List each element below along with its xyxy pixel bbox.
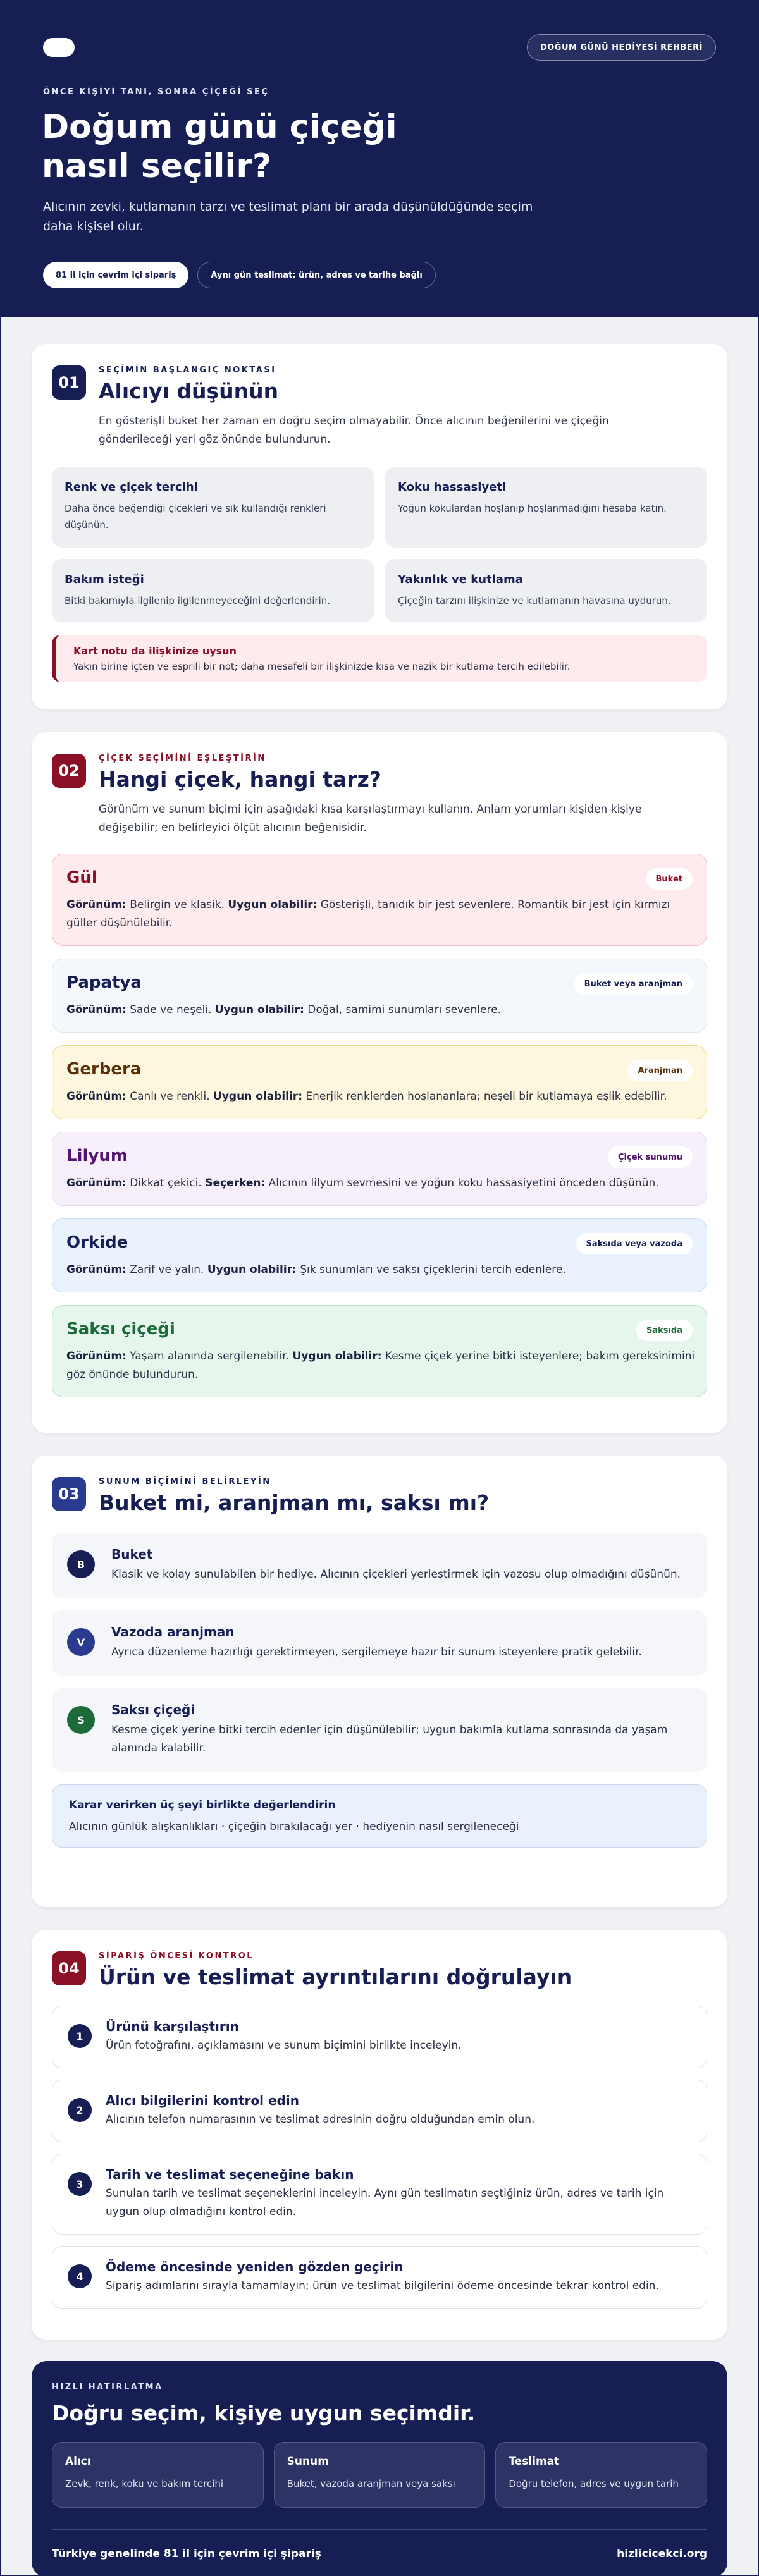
step-number: 2	[68, 2098, 92, 2122]
tile-title: Renk ve çiçek tercihi	[65, 481, 198, 494]
step-item	[52, 2154, 707, 2235]
note-text: Yakın birine içten ve esprili bir not; daha mesafeli bir ilişkinizde kısa ve nazik bir kutlama tercih edilebilir.	[73, 661, 571, 672]
section-number: 02	[52, 754, 86, 788]
guide-button[interactable]: DOĞUM GÜNÜ HEDİYESİ REHBERİ	[527, 34, 716, 61]
section-title: Ürün ve teslimat ayrıntılarını doğrulayın	[99, 1965, 572, 1989]
tile-text: Yoğun kokulardan hoşlanıp hoşlanmadığını hesaba katın.	[398, 503, 667, 514]
flower-card-rose	[52, 854, 707, 946]
flower-name: Lilyum	[66, 1146, 128, 1165]
step-title: Ödeme öncesinde yeniden gözden geçirin	[106, 2259, 404, 2274]
section-title: Alıcıyı düşünün	[99, 379, 279, 403]
section-eyebrow: SİPARİŞ ÖNCESİ KONTROL	[99, 1951, 254, 1961]
flower-card-daisy	[52, 959, 707, 1033]
step-text: Sunulan tarih ve teslimat seçeneklerini inceleyin. Aynı gün teslimatın seçtiğiniz ürün, adres ve tarih için uygun olup olmadığını kontrol edin.	[106, 2187, 664, 2218]
step-text: Ürün fotoğrafını, açıklamasını ve sunum biçimini birlikte inceleyin.	[106, 2039, 462, 2052]
summary-grid	[52, 2442, 707, 2508]
card-note	[52, 635, 707, 682]
flower-card-potted	[52, 1305, 707, 1397]
flower-tag: Saksıda veya vazoda	[576, 1233, 693, 1254]
section-number: 03	[52, 1477, 86, 1511]
flower-card-lily	[52, 1132, 707, 1206]
flower-text: Görünüm: Zarif ve yalın. Uygun olabilir: Şık sunumları ve saksı çiçeklerini tercih edenlere.	[66, 1263, 566, 1276]
flower-text: Görünüm: Dikkat çekici. Seçerken: Alıcının lilyum sevmesini ve yoğun koku hassasiyetini önceden düşünün.	[66, 1177, 659, 1189]
flower-tag: Buket	[646, 868, 693, 890]
page-title: Doğum günü çiçeği nasıl seçilir?	[42, 108, 397, 185]
section-number: 04	[52, 1951, 86, 1985]
footer-site-link[interactable]: hizlicicekci.org	[617, 2548, 707, 2560]
step-title: Ürünü karşılaştırın	[106, 2019, 239, 2034]
tile-title: Yakınlık ve kutlama	[398, 573, 523, 586]
hero-eyebrow: ÖNCE KİŞİYİ TANI, SONRA ÇİÇEĞİ SEÇ	[43, 87, 269, 97]
same-day-badge: Aynı gün teslimat: ürün, adres ve tarihe bağlı	[197, 262, 435, 288]
tile-text: Bitki bakımıyla ilgilenip ilgilenmeyeceğini değerlendirin.	[65, 595, 331, 606]
step-item	[52, 2080, 707, 2142]
option-title: Vazoda aranjman	[111, 1624, 235, 1640]
option-title: Buket	[111, 1547, 153, 1562]
section-description: Görünüm ve sunum biçimi için aşağıdaki kısa karşılaştırmayı kullanın. Anlam yorumları kişiden kişiye değişebilir; en belirleyici ölçüt alıcının beğenisidir.	[99, 803, 642, 834]
section-recipient	[32, 344, 727, 709]
flower-tag: Çiçek sunumu	[608, 1146, 693, 1168]
footer-coverage-text: Türkiye genelinde 81 il için çevrim içi şipariş	[52, 2548, 321, 2560]
option-letter: S	[67, 1706, 95, 1734]
step-number: 1	[68, 2024, 92, 2048]
step-item	[52, 2006, 707, 2068]
section-eyebrow: SEÇİMİN BAŞLANGIÇ NOKTASI	[99, 365, 276, 375]
flower-card-orchid	[52, 1218, 707, 1292]
decision-text: Alıcının günlük alışkanlıkları · çiçeğin bırakılacağı yer · hediyenin nasıl sergileneceği	[69, 1820, 519, 1833]
order-badge: 81 il için çevrim içi sipariş	[43, 262, 188, 288]
logo[interactable]	[43, 38, 75, 57]
summary-tile-recipient	[52, 2442, 264, 2508]
step-number: 3	[68, 2172, 92, 2196]
section-description: En gösterişli buket her zaman en doğru seçim olmayabilir. Önce alıcının beğenilerini ve çiçeğin gönderileceği yeri göz önünde bulundurun.	[99, 415, 609, 446]
summary-eyebrow: HIZLI HATIRLATMA	[52, 2383, 163, 2392]
tile-title: Koku hassasiyeti	[398, 481, 507, 494]
option-text: Kesme çiçek yerine bitki tercih edenler için düşünülebilir; uygun bakımla kutlama sonrasında da yaşam alanında kalabilir.	[111, 1724, 668, 1755]
note-title: Kart notu da ilişkinize uysun	[73, 645, 237, 657]
hero	[1, 1, 758, 317]
option-letter: V	[67, 1628, 95, 1656]
flower-tag: Saksıda	[636, 1320, 693, 1341]
tile-text: Çiçeğin tarzını ilişkinize ve kutlamanın havasına uydurun.	[398, 595, 671, 606]
tile-care	[52, 559, 374, 622]
tile-color-preference	[52, 467, 374, 548]
section-presentation	[32, 1456, 727, 1907]
flower-card-gerbera	[52, 1045, 707, 1119]
flower-text: Görünüm: Canlı ve renkli. Uygun olabilir: Enerjik renklerden hoşlananlara; neşeli bir kutlamaya eşlik edebilir.	[66, 1090, 667, 1103]
option-letter: B	[67, 1550, 95, 1578]
flower-name: Gül	[66, 868, 97, 887]
step-title: Alıcı bilgilerini kontrol edin	[106, 2093, 299, 2108]
step-title: Tarih ve teslimat seçeneğine bakın	[106, 2167, 354, 2182]
summary-tile-title: Sunum	[287, 2455, 329, 2468]
flower-text: Görünüm: Sade ve neşeli. Uygun olabilir: Doğal, samimi sunumları sevenlere.	[66, 1003, 501, 1016]
flower-name: Saksı çiçeği	[66, 1320, 175, 1339]
step-text: Sipariş adımlarını sırayla tamamlayın; ürün ve teslimat bilgilerini ödeme öncesinde tekrar kontrol edin.	[106, 2279, 659, 2292]
section-eyebrow: SUNUM BİÇİMİNİ BELİRLEYİN	[99, 1477, 271, 1487]
option-title: Saksı çiçeği	[111, 1702, 195, 1717]
step-number: 4	[68, 2264, 92, 2288]
consideration-grid	[52, 467, 707, 622]
flower-name: Orkide	[66, 1233, 128, 1252]
section-flower-match	[32, 732, 727, 1433]
step-item	[52, 2246, 707, 2309]
summary-tile-title: Teslimat	[509, 2455, 560, 2468]
tile-scent-sensitivity	[385, 467, 707, 548]
section-title: Buket mi, aranjman mı, saksı mı?	[99, 1490, 490, 1515]
flower-text: Görünüm: Belirgin ve klasik. Uygun olabilir: Gösterişli, tanıdık bir jest sevenlere. Romantik bir jest için kırmızı güller düşünülebilir.	[66, 899, 670, 929]
section-title: Hangi çiçek, hangi tarz?	[99, 767, 381, 792]
section-number: 01	[52, 365, 86, 400]
section-eyebrow: ÇİÇEK SEÇİMİNİ EŞLEŞTİRİN	[99, 754, 266, 763]
decision-box	[52, 1784, 707, 1848]
tile-closeness	[385, 559, 707, 622]
option-potted-plant	[52, 1688, 707, 1772]
summary-tile-title: Alıcı	[65, 2455, 91, 2468]
summary-tile-presentation	[274, 2442, 486, 2508]
option-text: Klasik ve kolay sunulabilen bir hediye. Alıcının çiçekleri yerleştirmek için vazosu olup olmadığını düşünün.	[111, 1568, 681, 1581]
flower-name: Gerbera	[66, 1060, 142, 1079]
summary-footer	[52, 2529, 707, 2560]
option-vase-arrangement	[52, 1610, 707, 1676]
summary-tile-text: Doğru telefon, adres ve uygun tarih	[509, 2478, 679, 2489]
option-text: Ayrıca düzenleme hazırlığı gerektirmeyen, sergilemeye hazır bir sunum isteyenlere pratik gelebilir.	[111, 1646, 642, 1659]
decision-title: Karar verirken üç şeyi birlikte değerlendirin	[69, 1799, 336, 1812]
flower-tag: Buket veya aranjman	[574, 973, 693, 995]
tile-text: Daha önce beğendiği çiçekleri ve sık kullandığı renkleri düşünün.	[65, 503, 326, 531]
hero-badges	[43, 262, 436, 288]
step-text: Alıcının telefon numarasının ve teslimat adresinin doğru olduğundan emin olun.	[106, 2113, 535, 2126]
summary-title: Doğru seçim, kişiye uygun seçimdir.	[52, 2401, 476, 2426]
summary-tile-text: Buket, vazoda aranjman veya saksı	[287, 2478, 455, 2489]
summary-panel	[32, 2361, 727, 2576]
summary-tile-delivery	[495, 2442, 707, 2508]
hero-description: Alıcının zevki, kutlamanın tarzı ve teslimat planı bir arada düşünüldüğünde seçim daha kişisel olur.	[43, 200, 533, 233]
option-bouquet	[52, 1533, 707, 1598]
tile-title: Bakım isteği	[65, 573, 144, 586]
flower-text: Görünüm: Yaşam alanında sergilenebilir. Uygun olabilir: Kesme çiçek yerine bitki isteyenlere; bakım gereksinimini göz önünde bulundurun.	[66, 1350, 695, 1381]
flower-tag: Aranjman	[627, 1060, 693, 1081]
summary-tile-text: Zevk, renk, koku ve bakım tercihi	[65, 2478, 224, 2489]
flower-name: Papatya	[66, 973, 142, 992]
section-order-check	[32, 1930, 727, 2340]
